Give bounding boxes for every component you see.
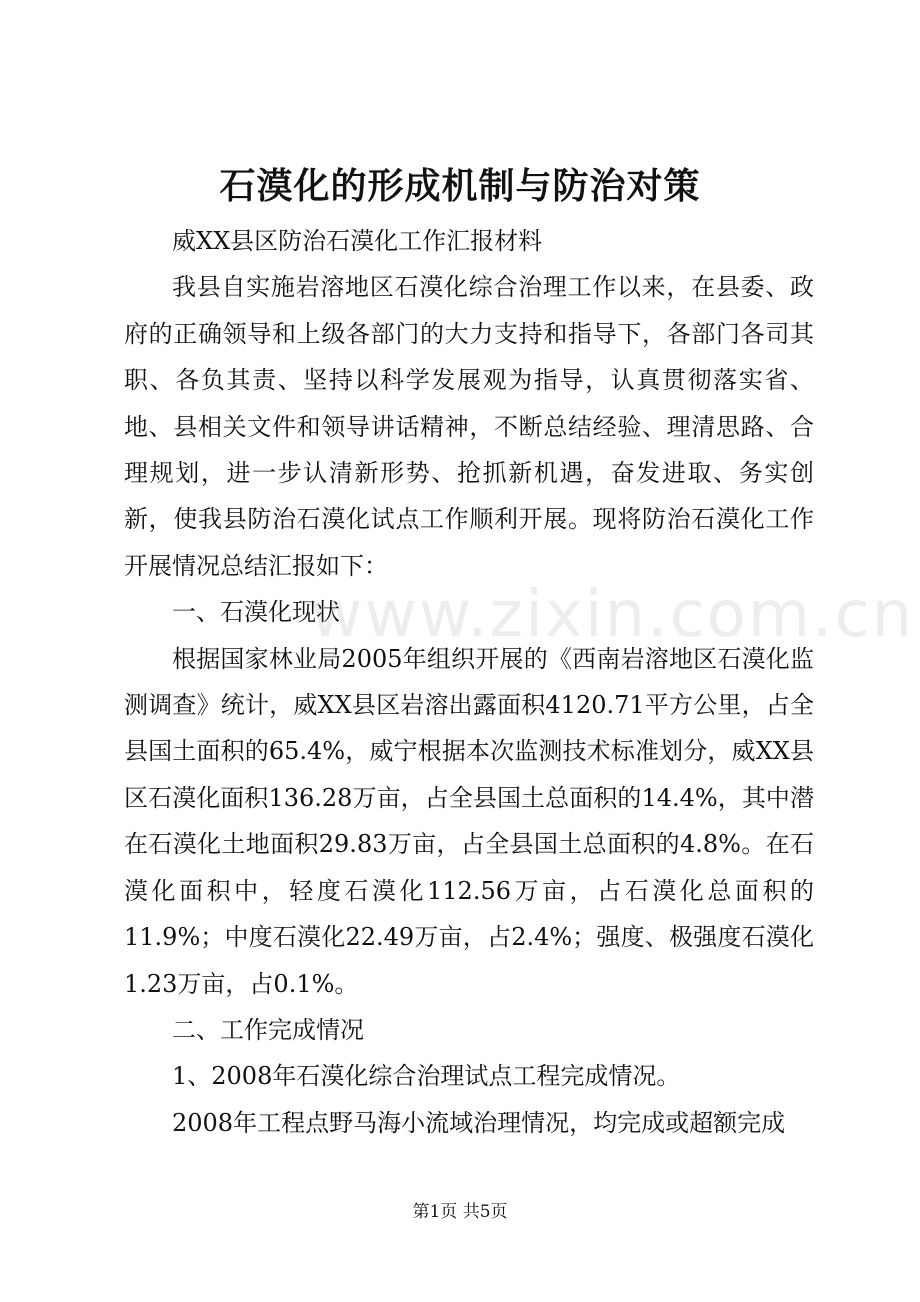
paragraph-subtitle: 威XX县区防治石漠化工作汇报材料	[172, 227, 543, 255]
paragraph-2008: 2008年工程点野马海小流域治理情况，均完成或超额完成	[172, 1108, 786, 1137]
paragraph-intro: 我县自实施岩溶地区石漠化综合治理工作以来，在县委、政府的正确领导和上级各部门的大力支持和指导下，各部门各司其职、各负其责、坚持以科学发展观为指导，认真贯彻落实省、地、县相关文件和领导讲话精神，不断总结经验、理清思路、合理规划，进一步认清新形势、抢抓新机遇，奋发进取、务实创新，使我县防治石漠化试点工作顺利开展。现将防治石漠化工作开展情况总结汇报如下：	[124, 273, 814, 580]
section-heading-status: 一、石漠化现状	[172, 598, 340, 627]
page-number-footer: 第1页 共5页	[412, 1202, 508, 1222]
subheading-2008: 1、2008年石漠化综合治理试点工程完成情况。	[172, 1062, 681, 1091]
document-title: 石漠化的形成机制与防治对策	[219, 165, 701, 207]
section-heading-progress: 二、工作完成情况	[172, 1015, 364, 1044]
paragraph-status: 根据国家林业局2005年组织开展的《西南岩溶地区石漠化监测调查》统计，威XX县区岩溶出露面积4120.71平方公里，占全县国土面积的65.4%，威宁根据本次监测技术标准划分，威XX县区石漠化面积136.28万亩，占全县国土总面积的14.4%，其中潜在石漠化土地面积29.83万亩，占全县国土总面积的4.8%。在石漠化面积中，轻度石漠化112.56万亩，占石漠化总面积的11.9%；中度石漠化22.49万亩，占2.4%；强度、极强度石漠化1.23万亩，占0.1%。	[124, 644, 814, 998]
watermark: www.zixin.com.cn	[310, 578, 915, 652]
document-body	[124, 218, 814, 1146]
